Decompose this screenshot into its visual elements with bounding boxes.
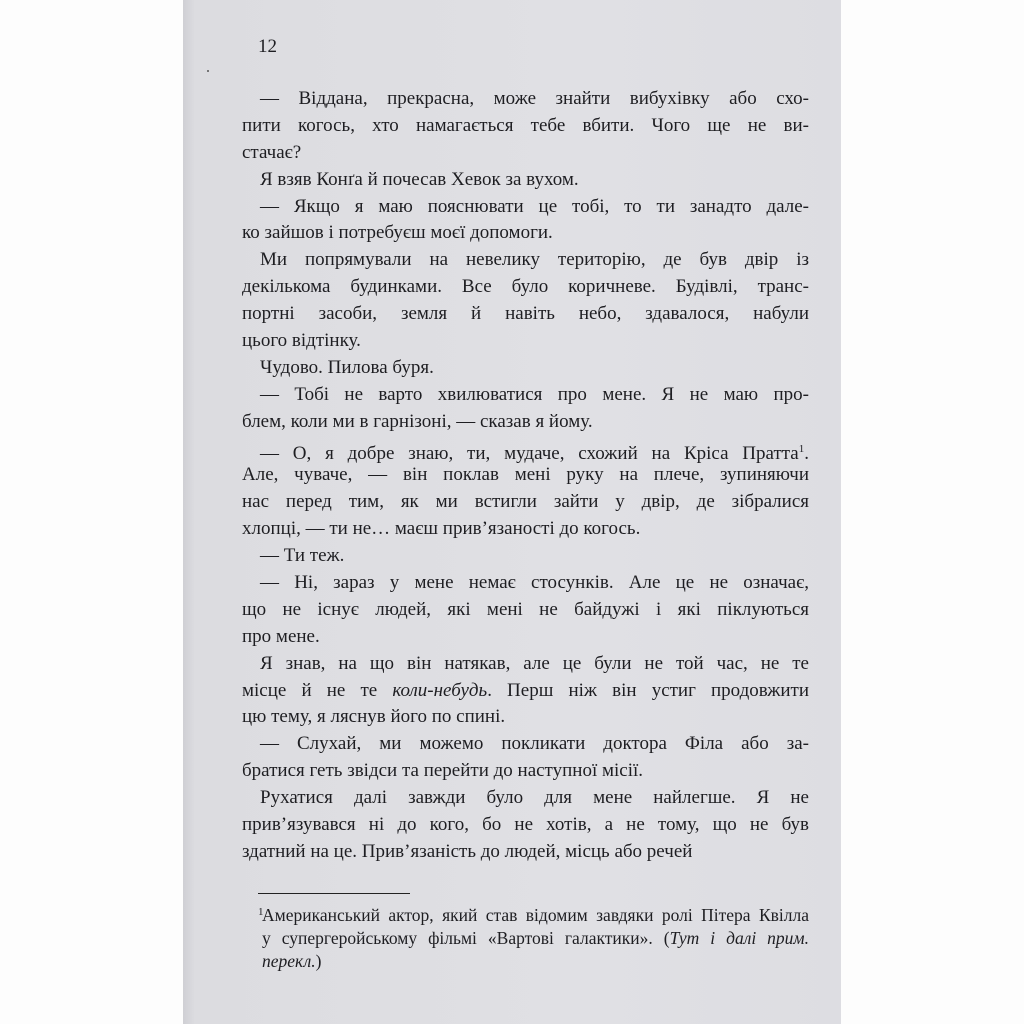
footnote-text (262, 904, 809, 973)
text-segment: . Перш ніж він устиг продовжити (487, 679, 809, 701)
body-text (242, 86, 809, 866)
text-line: цю тему, я ляснув його по спині. (242, 706, 506, 728)
text-segment: . (804, 442, 809, 464)
italic-text: коли-небудь (392, 679, 488, 701)
footnote-reference: 1 (798, 442, 805, 455)
text-line: — Ти теж. (260, 545, 345, 567)
text-segment: — О, я добре знаю, ти, мудаче, схожий на Кріса Пратта (260, 442, 799, 464)
text-segment: ) (315, 951, 322, 971)
footnote-separator (258, 893, 410, 894)
text-line: Я знав, на що він натякав, але це були не той час, не те (260, 652, 809, 674)
footnote (258, 904, 809, 973)
text-line: про мене. (242, 625, 320, 647)
text-line: декількома будинками. Все було коричневе. Будівлі, транс- (242, 276, 809, 298)
text-line: Чудово. Пилова буря. (260, 356, 434, 378)
paragraph (242, 247, 809, 355)
page-number: 12 (258, 36, 277, 57)
scan-speck (207, 70, 209, 72)
paragraph (242, 355, 809, 382)
text-line: пити когось, хто намагається тебе вбити. Чого ще не ви- (242, 114, 809, 136)
text-line: — Ні, зараз у мене немає стосунків. Але це не означає, (260, 572, 809, 594)
text-line: — Якщо я маю пояснювати це тобі, то ти занадто дале- (260, 195, 809, 217)
paragraph (242, 731, 809, 785)
text-line: нас перед тим, як ми встигли зайти у двір, де зібралися (242, 491, 809, 513)
text-line (242, 678, 809, 705)
paragraph (242, 194, 809, 248)
text-line: портні засоби, земля й навіть небо, здавалося, набули (242, 303, 809, 325)
text-segment: місце й не те (242, 679, 393, 701)
text-line: що не існує людей, які мені не байдужі і які піклуються (242, 598, 809, 620)
text-line: — Віддана, прекрасна, може знайти вибухівку або схо- (260, 88, 809, 109)
paragraph (242, 382, 809, 436)
text-line: Рухатися далі завжди було для мене найлегше. Я не (260, 787, 809, 809)
text-line: ко зайшов і потребуєш моєї допомоги. (242, 222, 553, 244)
paragraph (242, 543, 809, 570)
text-line: — Тобі не варто хвилюватися про мене. Я не маю про- (260, 383, 809, 405)
paragraph (242, 167, 809, 194)
text-line (262, 950, 809, 973)
text-line: Я взяв Конґа й почесав Хевок за вухом. (260, 168, 579, 190)
italic-text: перекл. (262, 951, 316, 971)
text-line (242, 436, 809, 463)
text-line: блем, коли ми в гарнізоні, — сказав я йому. (242, 410, 593, 432)
paragraph (242, 785, 809, 866)
text-line: Ми попрямували на невелику територію, де був двір із (260, 249, 809, 271)
text-line: здатний на це. Прив’язаність до людей, місць або речей (242, 840, 693, 862)
text-line: стачає? (242, 141, 302, 163)
paragraph (242, 651, 809, 732)
paragraph (242, 86, 809, 167)
text-line: Але, чуваче, — він поклав мені руку на плече, зупиняючи (242, 464, 809, 486)
text-line: прив’язувався ні до кого, бо не хотів, а не тому, що не був (242, 814, 809, 836)
text-line: цього відтінку. (242, 330, 361, 352)
italic-text: Тут і далі прим. (669, 928, 809, 948)
text-line: — Слухай, ми можемо покликати доктора Філа або за- (260, 733, 809, 755)
text-line: хлопці, — ти не… маєш прив’язаності до когось. (242, 518, 641, 540)
text-line: Американський актор, який став відомим завдяки ролі Пітера Квілла (262, 905, 809, 925)
paragraph (242, 570, 809, 651)
text-segment: у супергеройському фільмі «Вартові галактики». ( (262, 928, 670, 948)
text-line (262, 927, 809, 950)
paragraph (242, 436, 809, 544)
text-line: братися геть звідси та перейти до наступної місії. (242, 760, 644, 782)
footnote-marker: 1 (258, 906, 264, 918)
